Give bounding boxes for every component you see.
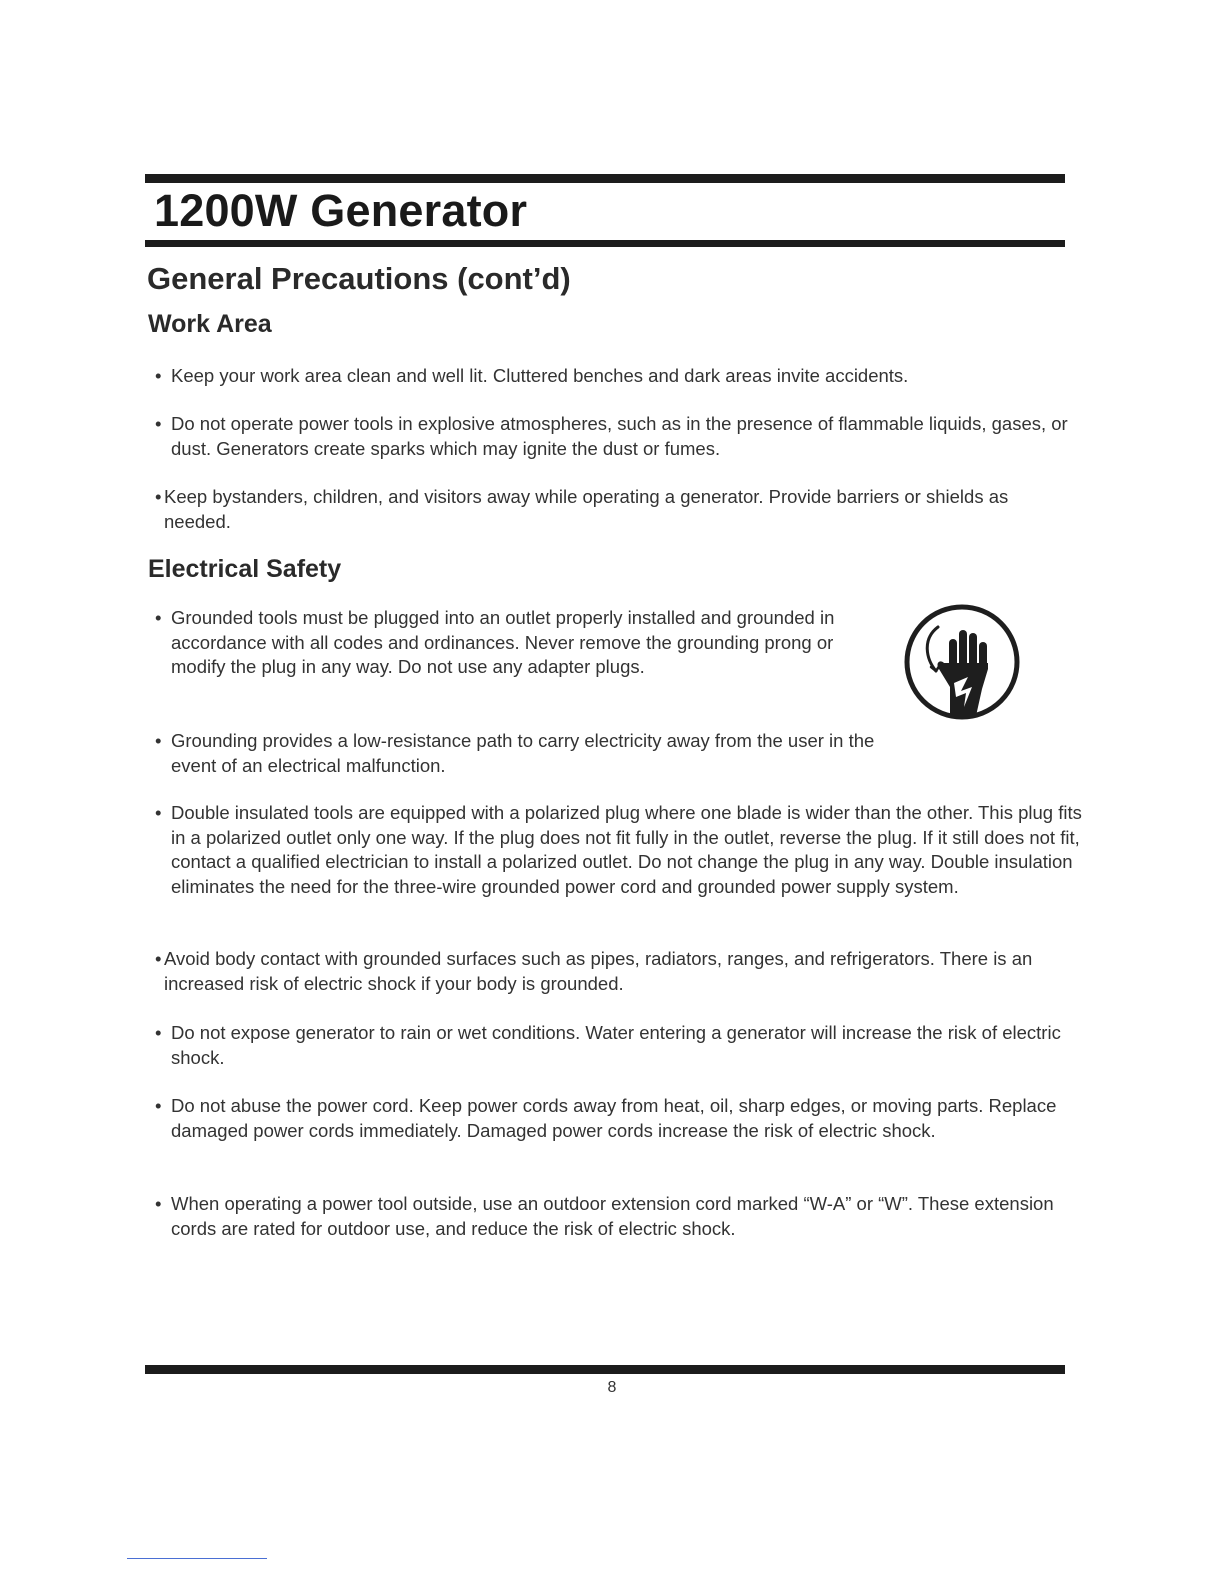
work-area-item: • Do not operate power tools in explosive atmospheres, such as in the presence of flammable liquids, gases, or dust. Generators create sparks which may ignite the dust or fumes. <box>155 413 1068 459</box>
document-title: 1200W Generator <box>154 185 528 236</box>
bullet-icon: • <box>155 365 162 386</box>
bullet-icon: • <box>155 413 162 434</box>
bullet-icon: • <box>155 802 162 823</box>
work-area-item: • Keep bystanders, children, and visitors away while operating a generator. Provide barriers or shields as needed. <box>155 486 1009 532</box>
work-area-item: • Keep your work area clean and well lit. Cluttered benches and dark areas invite accidents. <box>155 364 1071 389</box>
electrical-safety-item: • Avoid body contact with grounded surfaces such as pipes, radiators, ranges, and refrigerators. There is an increased risk of electric shock if your body is grounded. <box>155 948 1033 994</box>
footer-link-underline <box>127 1558 267 1559</box>
bullet-icon: • <box>155 1193 162 1214</box>
electrical-safety-item: • Do not abuse the power cord. Keep power cords away from heat, oil, sharp edges, or moving parts. Replace damaged power cords immediately. Damaged power cords increase the risk of electric shock. <box>155 1095 1057 1141</box>
bullet-icon: • <box>155 1022 162 1043</box>
bullet-icon: • <box>155 1095 162 1116</box>
electrical-safety-item: • Do not expose generator to rain or wet conditions. Water entering a generator will increase the risk of electric shock. <box>155 1022 1061 1068</box>
electrical-safety-item: • Grounding provides a low-resistance path to carry electricity away from the user in the event of an electrical malfunction. <box>155 730 875 776</box>
bullet-icon: • <box>155 948 162 969</box>
electrical-safety-item: • Grounded tools must be plugged into an outlet properly installed and grounded in accordance with all codes and ordinances. Never remove the grounding prong or modify the plug in any way. Do not use any adapter plugs. <box>155 607 835 677</box>
header-bottom-rule <box>145 240 1065 247</box>
electrical-safety-item: • Double insulated tools are equipped with a polarized plug where one blade is wider than the other. This plug fits in a polarized outlet only one way. If the plug does not fit fully in the outlet, reverse the plug. If it still does not fit, contact a qualified electrician to install a polarized outlet. Do not change the plug in any way. Double insulation eliminates the need for the three-wire grounded power cord and grounded power supply system. <box>155 802 1082 897</box>
work-area-heading: Work Area <box>148 310 272 338</box>
page-number: 8 <box>607 1379 617 1396</box>
electric-shock-hazard-icon <box>900 603 1024 721</box>
electrical-safety-heading: Electrical Safety <box>148 555 342 583</box>
bullet-icon: • <box>155 730 162 751</box>
bullet-icon: • <box>155 486 162 507</box>
section-title: General Precautions (cont’d) <box>147 261 571 296</box>
footer-rule <box>145 1365 1065 1374</box>
electrical-safety-item: • When operating a power tool outside, use an outdoor extension cord marked “W-A” or “W”. These extension cords are rated for outdoor use, and reduce the risk of electric shock. <box>155 1193 1054 1239</box>
bullet-icon: • <box>155 607 162 628</box>
